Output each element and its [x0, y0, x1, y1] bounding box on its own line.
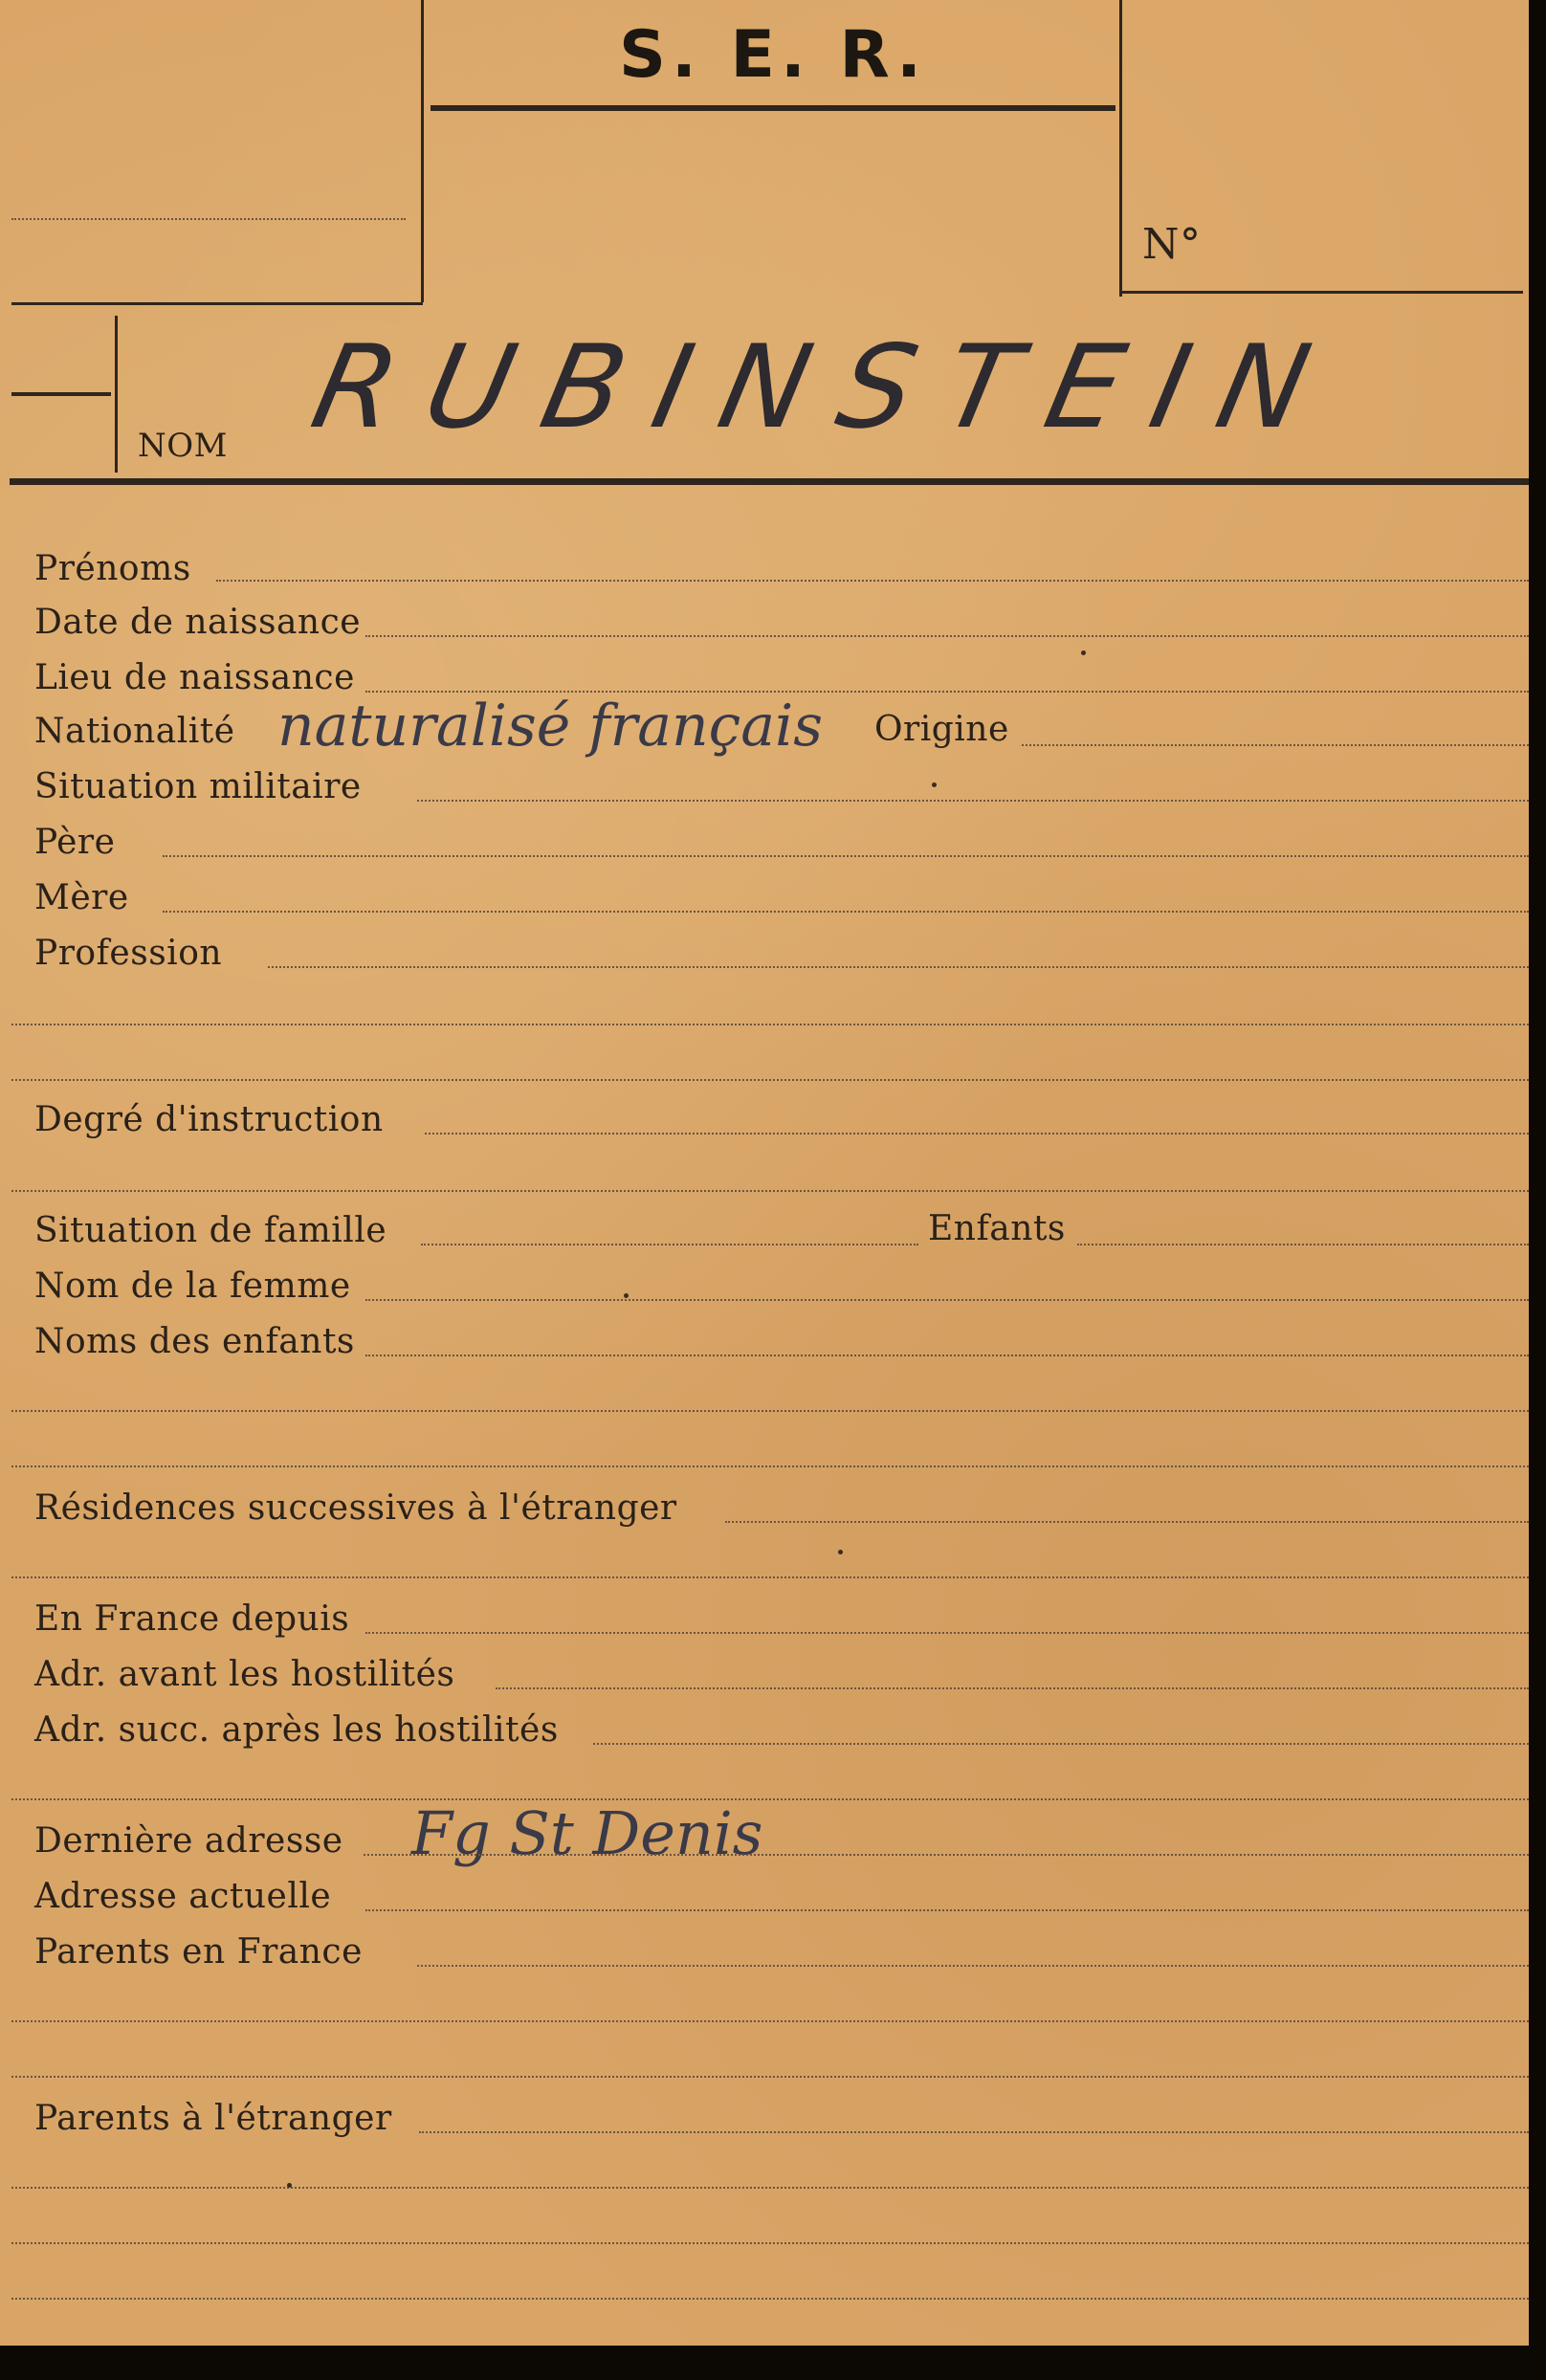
adr-avant-line: [496, 1687, 1529, 1689]
derniere-adresse-value: Fg St Denis: [411, 1798, 763, 1868]
ink-speck: [932, 782, 937, 787]
residences-etranger-line: [725, 1521, 1529, 1523]
profession-line-3: [11, 1079, 1529, 1081]
profession-label: Profession: [34, 934, 223, 973]
parents-france-line-3: [11, 2076, 1529, 2078]
parents-etranger-line-4: [11, 2298, 1529, 2300]
nom-dash: [11, 392, 111, 396]
enfants-label: Enfants: [928, 1209, 1066, 1248]
nationalite-value: naturalisé français: [277, 693, 824, 760]
derniere-adresse-label: Dernière adresse: [34, 1821, 343, 1861]
parents-france-line: [417, 1965, 1529, 1967]
parents-etranger-line-3: [11, 2242, 1529, 2244]
degre-instruction-line-2: [11, 1190, 1529, 1192]
parents-etranger-line-2: [11, 2187, 1529, 2189]
scan-edge-right: [1529, 0, 1546, 2380]
situation-militaire-line: [417, 800, 1529, 802]
profession-line-2: [11, 1024, 1529, 1025]
header-left-bottom-rule: [11, 302, 423, 305]
noms-enfants-line-3: [11, 1465, 1529, 1467]
prenoms-label: Prénoms: [34, 549, 191, 588]
nom-femme-label: Nom de la femme: [34, 1267, 351, 1306]
residences-etranger-label: Résidences successives à l'étranger: [34, 1488, 677, 1528]
scan-edge-bottom: [0, 2346, 1546, 2380]
header-left-divider: [421, 0, 424, 302]
ink-speck: [838, 1550, 843, 1554]
nom-left-bar: [115, 316, 118, 473]
lieu-naissance-label: Lieu de naissance: [34, 658, 355, 697]
parents-etranger-line: [419, 2131, 1529, 2133]
noms-enfants-line: [365, 1355, 1529, 1356]
adresse-actuelle-label: Adresse actuelle: [34, 1877, 332, 1916]
degre-instruction-line: [425, 1133, 1529, 1135]
date-naissance-line: [365, 635, 1529, 637]
header-right-divider: [1119, 0, 1122, 297]
card-title: S. E. R.: [619, 17, 927, 93]
nom-label: NOM: [138, 427, 228, 465]
en-france-depuis-line: [365, 1632, 1529, 1634]
situation-militaire-label: Situation militaire: [34, 767, 362, 806]
origine-line: [1022, 744, 1529, 746]
enfants-line: [1077, 1244, 1529, 1245]
degre-instruction-label: Degré d'instruction: [34, 1100, 384, 1139]
ink-speck: [624, 1293, 629, 1298]
situation-famille-line: [421, 1244, 918, 1245]
adr-avant-label: Adr. avant les hostilités: [34, 1655, 455, 1694]
title-underline: [431, 105, 1115, 111]
number-rule: [1121, 291, 1523, 294]
noms-enfants-label: Noms des enfants: [34, 1322, 355, 1361]
parents-france-label: Parents en France: [34, 1932, 363, 1972]
mere-line: [163, 911, 1529, 913]
residences-etranger-line-2: [11, 1576, 1529, 1578]
adr-apres-label: Adr. succ. après les hostilités: [34, 1710, 559, 1750]
derniere-adresse-line: [364, 1854, 1529, 1856]
adr-apres-line-2: [11, 1798, 1529, 1800]
nationalite-label: Nationalité: [34, 712, 235, 751]
nom-bottom-rule: [10, 478, 1529, 485]
noms-enfants-line-2: [11, 1410, 1529, 1412]
parents-france-line-2: [11, 2020, 1529, 2022]
prenoms-line: [216, 580, 1529, 582]
adr-apres-line: [593, 1743, 1529, 1745]
header-left-dotted-line: [11, 218, 406, 220]
parents-etranger-label: Parents à l'étranger: [34, 2099, 392, 2138]
en-france-depuis-label: En France depuis: [34, 1599, 350, 1639]
pere-label: Père: [34, 823, 116, 862]
number-label: N°: [1142, 220, 1202, 269]
mere-label: Mère: [34, 878, 129, 917]
adresse-actuelle-line: [365, 1909, 1529, 1911]
nom-value: RUBINSTEIN: [301, 321, 1353, 454]
nom-femme-line: [365, 1299, 1529, 1301]
origine-label: Origine: [874, 710, 1009, 749]
profession-line: [268, 966, 1529, 968]
ink-speck: [287, 2183, 292, 2188]
date-naissance-label: Date de naissance: [34, 603, 362, 642]
ink-speck: [1081, 650, 1086, 655]
pere-line: [163, 855, 1529, 857]
situation-famille-label: Situation de famille: [34, 1211, 387, 1250]
